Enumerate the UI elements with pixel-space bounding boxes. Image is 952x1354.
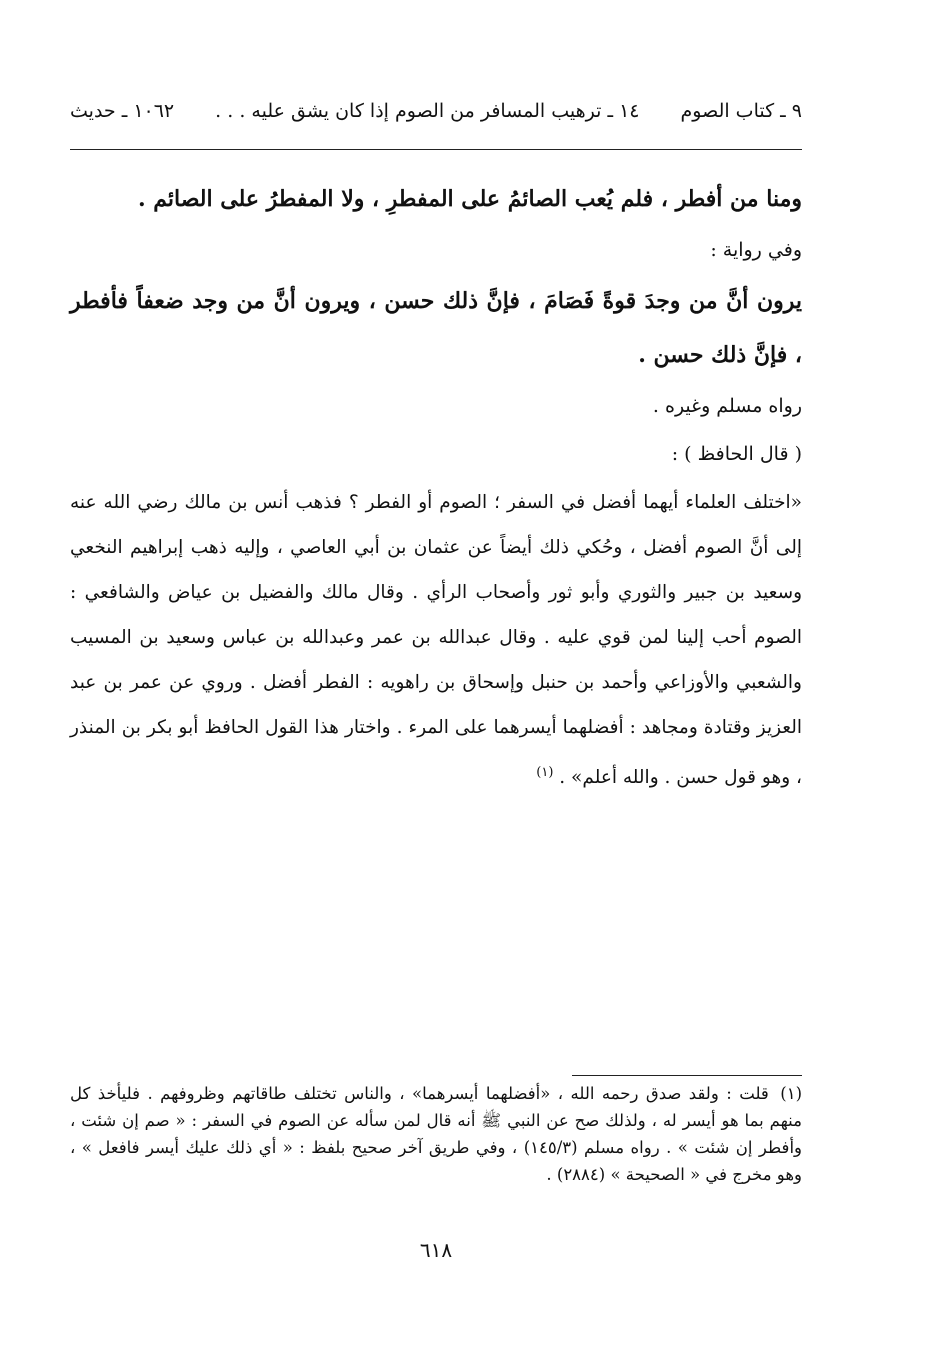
footnote-reference: (١) [536, 765, 554, 780]
header-divider [70, 149, 802, 150]
footnote-text: قلت : ولقد صدق رحمه الله ، «أفضلهما أيسرهما» ، والناس تختلف طاقاتهم وظروفهم . فليأخذ كل منهم بما هو أيسر له ، ولذلك صح عن النبي ﷺ أنه قال لمن سأله عن الصوم في السفر : « صم إن شئت ، وأفطر إن شئت » . رواه مسلم (١٤٥/٣) ، وفي طريق آخر صحيح بلفظ : « أي ذلك عليك أيسر فافعل » ، وهو مخرج في « الصحيحة » (٢٨٨٤) . [70, 1084, 802, 1184]
hadith-text: ومنا من أفطر ، فلم يُعب الصائمُ على المفطرِ ، ولا المفطرُ على الصائم . [137, 186, 802, 212]
hafiz-label: ( قال الحافظ ) : [671, 443, 802, 465]
header-chapter-title: ١٤ ـ ترهيب المسافر من الصوم إذا كان يشق عليه . . . [215, 100, 640, 122]
footnote-number: (١) [780, 1084, 802, 1103]
header-hadith-number: ١٠٦٢ ـ حديث [70, 100, 175, 122]
header-book-title: ٩ ـ كتاب الصوم [680, 100, 802, 122]
riwaya-label: وفي رواية : [710, 239, 802, 261]
riwaya-text: يرون أنَّ من وجدَ قوةً فَصَامَ ، فإنَّ ذلك حسن ، ويرون أنَّ من وجد ضعفاً فأفطر ، فإنَّ ذلك حسن . [70, 288, 802, 368]
footnote-divider [572, 1075, 802, 1076]
main-text [70, 172, 802, 800]
footnote [70, 1080, 802, 1188]
hadith-source: رواه مسلم وغيره . [652, 395, 802, 417]
running-header [70, 100, 802, 122]
commentary-text: «اختلف العلماء أيهما أفضل في السفر ؛ الصوم أو الفطر ؟ فذهب أنس بن مالك رضي الله عنه إلى أنَّ الصوم أفضل ، وحُكي ذلك أيضاً عن عثمان بن أبي العاصي ، وإليه ذهب إبراهيم النخعي وسعيد بن جبير والثوري وأبو ثور وأصحاب الرأي . وقال مالك والفضيل بن عياض والشافعي : الصوم أحب إلينا لمن قوي عليه . وقال عبدالله بن عمر وعبدالله بن عباس وسعيد بن المسيب والشعبي والأوزاعي وأحمد بن حنبل وإسحاق بن راهويه : الفطر أفضل . وروي عن عمر بن عبد العزيز وقتادة ومجاهد : أفضلهما أيسرهما على المرء . واختار هذا القول الحافظ أبو بكر بن المنذر ، وهو قول حسن . والله أعلم» . [70, 492, 802, 789]
commentary-paragraph [70, 480, 802, 800]
page-number: ٦١٨ [419, 1238, 453, 1262]
